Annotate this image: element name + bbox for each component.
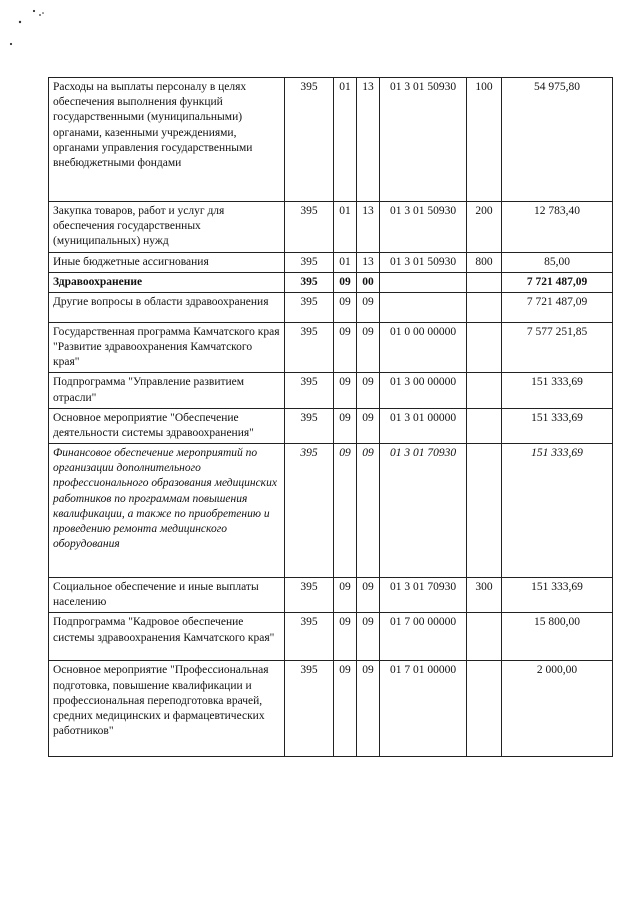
subsection-code-cell: 09 <box>357 373 380 408</box>
expense-name-cell: Финансовое обеспечение мероприятий по организации дополнительного профессионального образования медицинских работников по программам повышения квалификации, а также по приобретению и проведению ремонта медицинского оборудования <box>49 444 285 578</box>
subsection-code-cell: 13 <box>357 252 380 272</box>
table-row <box>49 202 613 253</box>
target-article-cell: 01 3 01 70930 <box>380 578 467 613</box>
section-code-cell: 09 <box>334 444 357 578</box>
amount-cell: 54 975,80 <box>502 78 613 202</box>
expense-type-cell <box>467 373 502 408</box>
expense-type-cell <box>467 272 502 292</box>
section-code-cell: 09 <box>334 322 357 373</box>
table-row <box>49 272 613 292</box>
expense-name-cell: Основное мероприятие "Профессиональная подготовка, повышение квалификации и профессиональная переподготовка врачей, средних медицинских и фармацевтических работников" <box>49 661 285 757</box>
section-code-cell: 09 <box>334 613 357 661</box>
subsection-code-cell: 13 <box>357 202 380 253</box>
target-article-cell: 01 3 01 50930 <box>380 252 467 272</box>
expense-name-cell: Основное мероприятие "Обеспечение деятельности системы здравоохранения" <box>49 408 285 443</box>
department-code-cell: 395 <box>285 292 334 322</box>
target-article-cell: 01 3 00 00000 <box>380 373 467 408</box>
target-article-cell: 01 3 01 50930 <box>380 78 467 202</box>
section-code-cell: 01 <box>334 202 357 253</box>
expense-type-cell <box>467 292 502 322</box>
expense-type-cell: 200 <box>467 202 502 253</box>
amount-cell: 151 333,69 <box>502 578 613 613</box>
amount-cell: 15 800,00 <box>502 613 613 661</box>
table-row <box>49 578 613 613</box>
section-code-cell: 01 <box>334 78 357 202</box>
department-code-cell: 395 <box>285 661 334 757</box>
expense-type-cell <box>467 444 502 578</box>
section-code-cell: 09 <box>334 578 357 613</box>
department-code-cell: 395 <box>285 613 334 661</box>
expense-type-cell: 100 <box>467 78 502 202</box>
subsection-code-cell: 00 <box>357 272 380 292</box>
section-code-cell: 09 <box>334 661 357 757</box>
expense-type-cell: 800 <box>467 252 502 272</box>
table-row <box>49 252 613 272</box>
department-code-cell: 395 <box>285 444 334 578</box>
department-code-cell: 395 <box>285 78 334 202</box>
expense-type-cell <box>467 613 502 661</box>
target-article-cell: 01 3 01 70930 <box>380 444 467 578</box>
amount-cell: 151 333,69 <box>502 373 613 408</box>
table-row <box>49 78 613 202</box>
amount-cell: 2 000,00 <box>502 661 613 757</box>
section-code-cell: 09 <box>334 373 357 408</box>
section-code-cell: 09 <box>334 292 357 322</box>
expense-name-cell: Расходы на выплаты персоналу в целях обеспечения выполнения функций государственными (муниципальными) органами, казенными учреждениями, органами управления государственными внебюджетными фондами <box>49 78 285 202</box>
department-code-cell: 395 <box>285 373 334 408</box>
table-row <box>49 661 613 757</box>
table-row <box>49 322 613 373</box>
amount-cell: 12 783,40 <box>502 202 613 253</box>
table-row <box>49 408 613 443</box>
expense-name-cell: Другие вопросы в области здравоохранения <box>49 292 285 322</box>
table-row <box>49 292 613 322</box>
section-code-cell: 01 <box>334 252 357 272</box>
subsection-code-cell: 13 <box>357 78 380 202</box>
subsection-code-cell: 09 <box>357 444 380 578</box>
expense-type-cell: 300 <box>467 578 502 613</box>
section-code-cell: 09 <box>334 272 357 292</box>
expense-name-cell: Подпрограмма "Кадровое обеспечение системы здравоохранения Камчатского края" <box>49 613 285 661</box>
department-code-cell: 395 <box>285 408 334 443</box>
table-row <box>49 444 613 578</box>
target-article-cell <box>380 292 467 322</box>
amount-cell: 7 721 487,09 <box>502 292 613 322</box>
subsection-code-cell: 09 <box>357 322 380 373</box>
subsection-code-cell: 09 <box>357 661 380 757</box>
target-article-cell <box>380 272 467 292</box>
table-row <box>49 373 613 408</box>
department-code-cell: 395 <box>285 252 334 272</box>
department-code-cell: 395 <box>285 322 334 373</box>
amount-cell: 7 577 251,85 <box>502 322 613 373</box>
department-code-cell: 395 <box>285 578 334 613</box>
budget-table-body <box>49 78 613 757</box>
department-code-cell: 395 <box>285 272 334 292</box>
target-article-cell: 01 3 01 50930 <box>380 202 467 253</box>
expense-name-cell: Закупка товаров, работ и услуг для обеспечения государственных (муниципальных) нужд <box>49 202 285 253</box>
amount-cell: 151 333,69 <box>502 408 613 443</box>
section-code-cell: 09 <box>334 408 357 443</box>
scan-specks <box>0 0 80 60</box>
target-article-cell: 01 3 01 00000 <box>380 408 467 443</box>
amount-cell: 7 721 487,09 <box>502 272 613 292</box>
expense-type-cell <box>467 408 502 443</box>
target-article-cell: 01 7 01 00000 <box>380 661 467 757</box>
expense-type-cell <box>467 322 502 373</box>
subsection-code-cell: 09 <box>357 408 380 443</box>
expense-name-cell: Здравоохранение <box>49 272 285 292</box>
amount-cell: 85,00 <box>502 252 613 272</box>
expense-name-cell: Государственная программа Камчатского края "Развитие здравоохранения Камчатского края" <box>49 322 285 373</box>
budget-table <box>48 77 613 757</box>
table-row <box>49 613 613 661</box>
target-article-cell: 01 7 00 00000 <box>380 613 467 661</box>
subsection-code-cell: 09 <box>357 578 380 613</box>
target-article-cell: 01 0 00 00000 <box>380 322 467 373</box>
expense-name-cell: Иные бюджетные ассигнования <box>49 252 285 272</box>
expense-name-cell: Социальное обеспечение и иные выплаты населению <box>49 578 285 613</box>
expense-name-cell: Подпрограмма "Управление развитием отрасли" <box>49 373 285 408</box>
expense-type-cell <box>467 661 502 757</box>
department-code-cell: 395 <box>285 202 334 253</box>
subsection-code-cell: 09 <box>357 613 380 661</box>
subsection-code-cell: 09 <box>357 292 380 322</box>
amount-cell: 151 333,69 <box>502 444 613 578</box>
